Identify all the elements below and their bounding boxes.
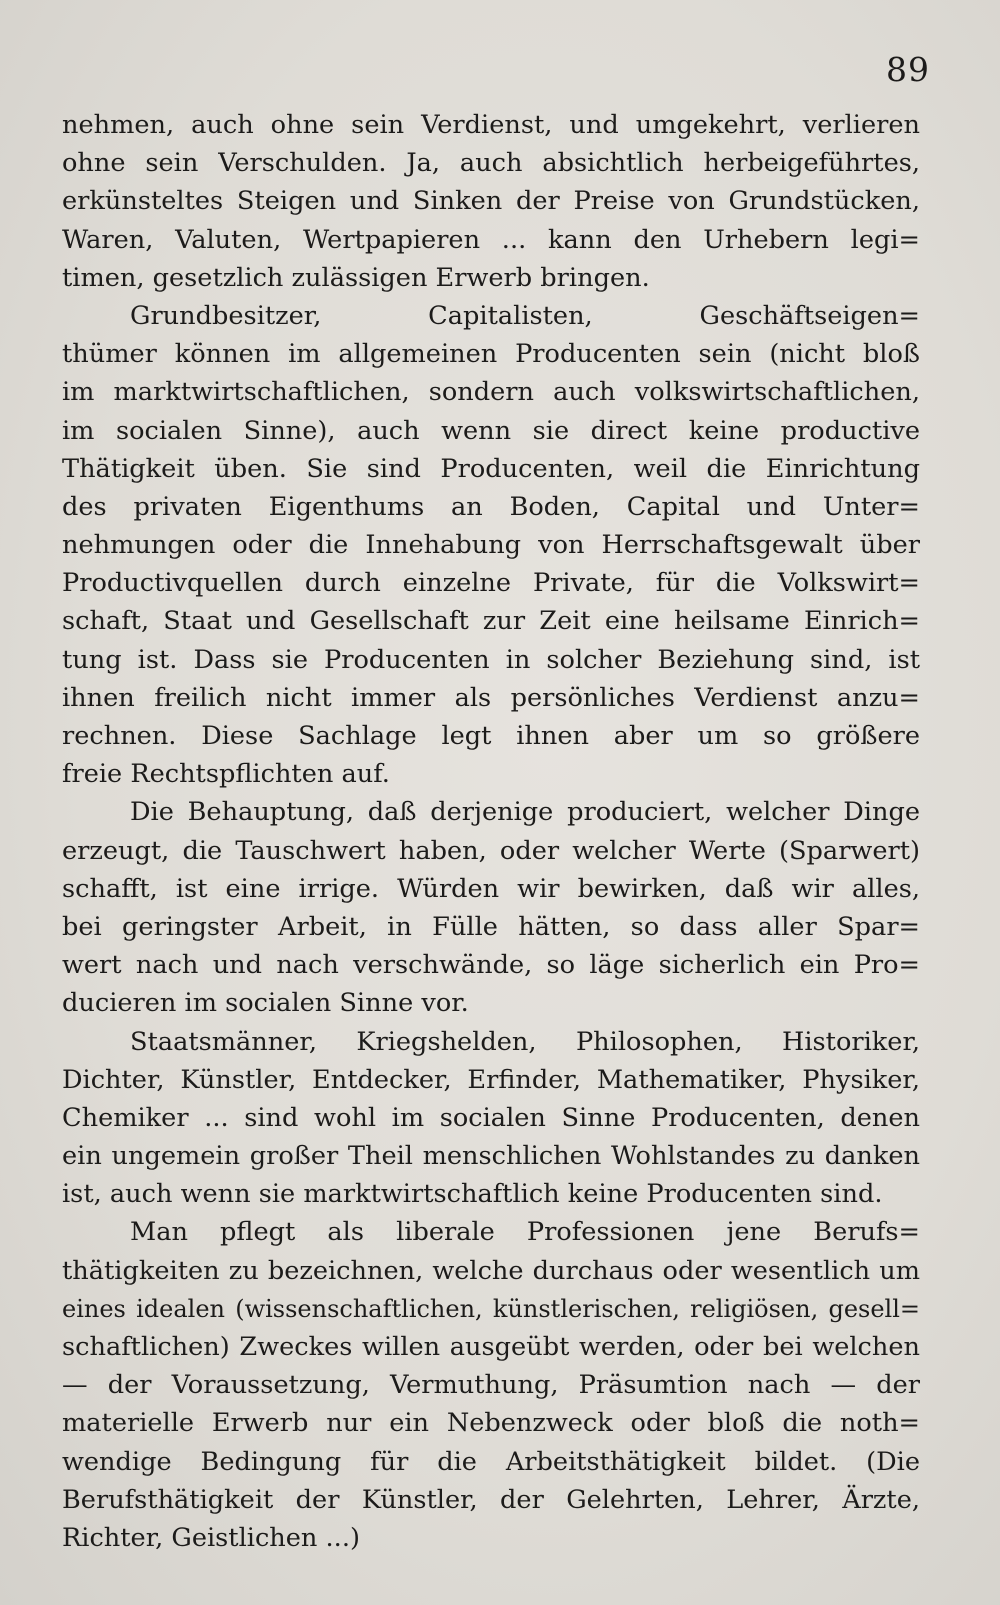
- text-line: des privaten Eigenthums an Boden, Capital und Unter=: [62, 491, 920, 522]
- text-line: ducieren im socialen Sinne vor.: [62, 988, 469, 1019]
- text-line: Die Behauptung, daß derjenige produciert, welcher Dinge: [130, 797, 920, 828]
- text-line: Dichter, Künstler, Entdecker, Erfinder, Mathematiker, Physiker,: [62, 1064, 920, 1095]
- text-line: bei geringster Arbeit, in Fülle hätten, so dass aller Spar=: [62, 911, 920, 942]
- text-line: erkünsteltes Steigen und Sinken der Preise von Grundstücken,: [62, 186, 920, 217]
- text-line: thätigkeiten zu bezeichnen, welche durchaus oder wesentlich um: [62, 1255, 920, 1286]
- text-line: — der Voraussetzung, Vermuthung, Präsumtion nach — der: [62, 1370, 920, 1401]
- text-line: materielle Erwerb nur ein Nebenzweck oder bloß die noth=: [62, 1408, 920, 1439]
- text-line: ein ungemein großer Theil menschlichen Wohlstandes zu danken: [62, 1141, 920, 1172]
- text-line: timen, gesetzlich zulässigen Erwerb bringen.: [62, 262, 650, 293]
- text-line: Richter, Geistlichen ...): [62, 1522, 360, 1553]
- text-line: wendige Bedingung für die Arbeitsthätigkeit bildet. (Die: [62, 1446, 920, 1477]
- text-line: im marktwirtschaftlichen, sondern auch volkswirtschaftlichen,: [62, 377, 920, 408]
- text-line: schaftlichen) Zweckes willen ausgeübt werden, oder bei welchen: [62, 1332, 920, 1362]
- text-line: rechnen. Diese Sachlage legt ihnen aber um so größere: [62, 721, 920, 751]
- text-line: Thätigkeit üben. Sie sind Producenten, weil die Einrichtung: [62, 453, 920, 484]
- text-line: schaft, Staat und Gesellschaft zur Zeit eine heilsame Einrich=: [62, 606, 920, 637]
- text-line: Grundbesitzer, Capitalisten, Geschäftseigen=: [130, 300, 920, 331]
- text-line: Berufsthätigkeit der Künstler, der Gelehrten, Lehrer, Ärzte,: [62, 1484, 920, 1515]
- text-line: Man pflegt als liberale Professionen jene Berufs=: [130, 1217, 920, 1248]
- text-line: tung ist. Dass sie Producenten in solcher Beziehung sind, ist: [62, 644, 920, 675]
- text-line: Chemiker ... sind wohl im socialen Sinne Producenten, denen: [62, 1102, 920, 1133]
- text-line: schafft, ist eine irrige. Würden wir bewirken, daß wir alles,: [62, 873, 920, 904]
- page-number: 89: [886, 50, 930, 89]
- text-line: nehmen, auch ohne sein Verdienst, und umgekehrt, verlieren: [62, 110, 920, 140]
- text-line: im socialen Sinne), auch wenn sie direct keine productive: [62, 415, 920, 446]
- text-line: eines idealen (wissenschaftlichen, künstlerischen, religiösen, gesell=: [62, 1294, 920, 1323]
- text-line: wert nach und nach verschwände, so läge sicherlich ein Pro=: [62, 950, 920, 981]
- text-line: ohne sein Verschulden. Ja, auch absichtlich herbeigeführtes,: [62, 148, 920, 179]
- text-line: thümer können im allgemeinen Producenten sein (nicht bloß: [62, 339, 920, 370]
- text-line: freie Rechtspflichten auf.: [62, 759, 390, 790]
- text-line: Productivquellen durch einzelne Private, für die Volkswirt=: [62, 568, 920, 599]
- body-text: [62, 106, 920, 1557]
- text-line: erzeugt, die Tauschwert haben, oder welcher Werte (Sparwert): [62, 835, 920, 866]
- text-line: Waren, Valuten, Wertpapieren ... kann den Urhebern legi=: [62, 224, 920, 255]
- text-line: ist, auch wenn sie marktwirtschaftlich keine Producenten sind.: [62, 1179, 883, 1210]
- text-line: ihnen freilich nicht immer als persönliches Verdienst anzu=: [62, 682, 920, 713]
- text-line: nehmungen oder die Innehabung von Herrschaftsgewalt über: [62, 530, 920, 561]
- text-line: Staatsmänner, Kriegshelden, Philosophen, Historiker,: [130, 1026, 920, 1057]
